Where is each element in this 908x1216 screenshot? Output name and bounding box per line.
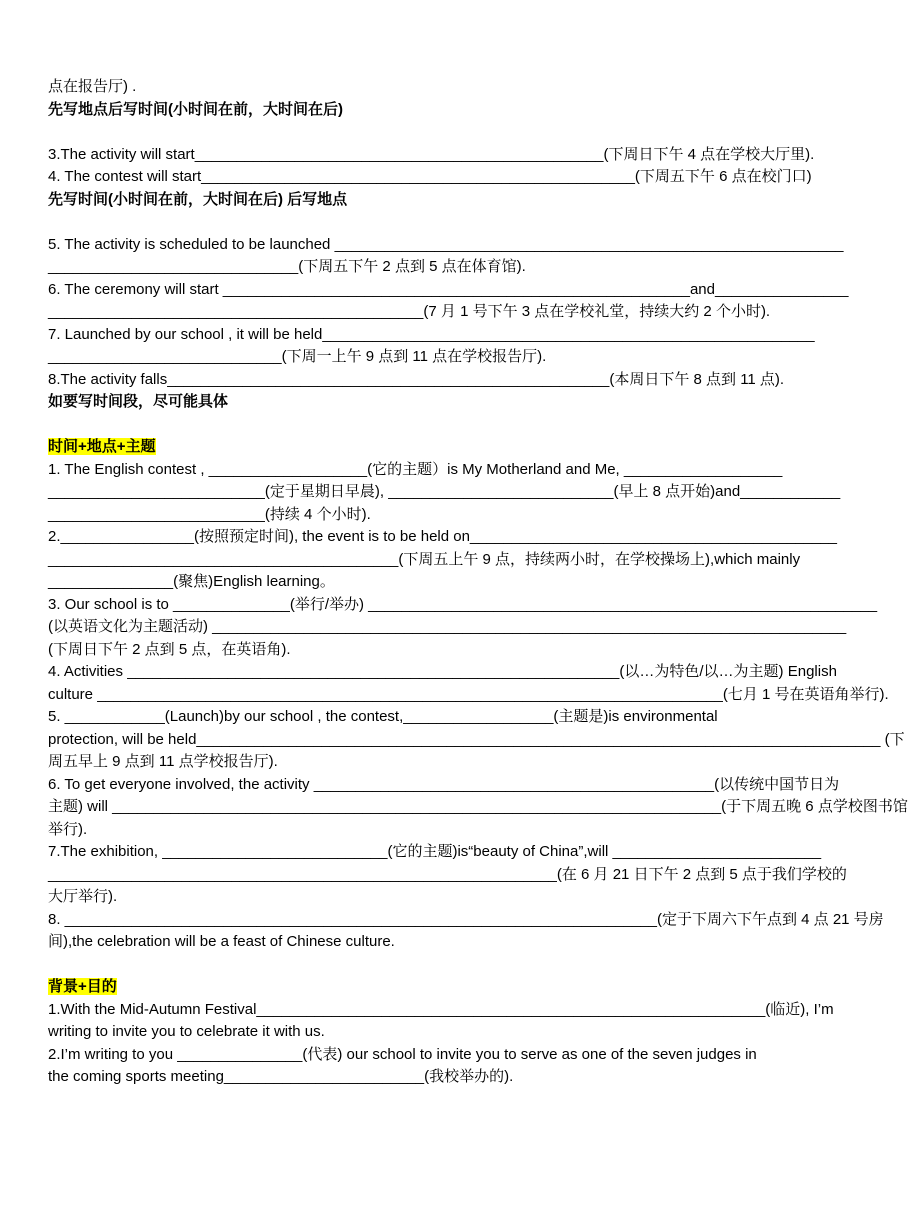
exercise-line: 7. Launched by our school , it will be held___________________________________________________________ — [48, 325, 815, 343]
exercise-line: 5. ____________(Launch)by our school , the contest,__________________(主题是)is environmental — [48, 708, 718, 725]
exercise-line: writing to invite you to celebrate it with us. — [48, 1023, 325, 1040]
exercise-line: 5. The activity is scheduled to be launched _____________________________________________________________ — [48, 235, 844, 253]
text-line: 点在报告厅) . — [48, 78, 137, 95]
rule-heading: 先写地点后写时间(小时间在前，大时间在后) — [48, 100, 343, 118]
exercise-line: __________________________(定于星期日早晨), ___________________________(早上 8 点开始)and____________ — [48, 483, 841, 500]
exercise-line: _____________________________________________________________(在 6 月 21 日下午 2 点到 5 点于我们学校的 — [48, 865, 847, 883]
section-heading-line — [48, 436, 808, 459]
section-heading-time-place-theme: 时间+地点+主题 — [48, 438, 156, 455]
exercise-line: __________________________________________(下周五上午 9 点，持续两小时，在学校操场上),which mainly — [48, 550, 801, 568]
blank-line — [48, 414, 808, 437]
exercise-line: ____________________________(下周一上午 9 点到 11 点在学校报告厅). — [48, 348, 547, 365]
exercise-line: 2.I’m writing to you _______________(代表) our school to invite you to serve as one of the seven judges in — [48, 1045, 757, 1063]
exercise-line: (以英语文化为主题活动) ____________________________________________________________________________ — [48, 618, 847, 635]
rule-heading: 如要写时间段，尽可能具体 — [48, 393, 229, 410]
exercise-line: 7.The exhibition, ___________________________(它的主题)is“beauty of China”,will _________________________ — [48, 843, 822, 860]
exercise-line: 6. To get everyone involved, the activity ________________________________________________(以传统中国节日为 — [48, 775, 840, 793]
blank-line — [48, 954, 808, 977]
exercise-line: _______________(聚焦)English learning。 — [48, 573, 335, 590]
exercise-line: 3.The activity will start_________________________________________________(下周日下午 4 点在学校大厅里). — [48, 145, 815, 163]
exercise-line: 2.________________(按照预定时间), the event is to be held on____________________________________________ — [48, 528, 837, 545]
exercise-line: 间),the celebration will be a feast of Chinese culture. — [48, 933, 395, 950]
exercise-line: (下周日下午 2 点到 5 点，在英语角). — [48, 640, 291, 658]
section-heading-background-purpose: 背景+目的 — [48, 978, 117, 995]
exercise-line: 举行). — [48, 820, 88, 838]
exercise-line: ______________________________(下周五下午 2 点到 5 点在体育馆). — [48, 258, 526, 275]
exercise-line: 4. The contest will start____________________________________________________(下周五下午 6 点在校门口) — [48, 168, 812, 185]
exercise-line: 8. _______________________________________________________________________(定于下周六下午点到 4 点 21 号房 — [48, 910, 884, 928]
exercise-line: 周五早上 9 点到 11 点学校报告厅). — [48, 753, 278, 770]
exercise-line: 8.The activity falls_____________________________________________________(本周日下午 8 点到 11 点). — [48, 370, 785, 388]
exercise-line: culture ___________________________________________________________________________(七月 1 号在英语角举行). — [48, 685, 889, 703]
blank-line — [48, 211, 808, 234]
exercise-line: 1.With the Mid-Autumn Festival_____________________________________________________________(临近), I’m — [48, 1000, 834, 1018]
exercise-line: _____________________________________________(7 月 1 号下午 3 点在学校礼堂，持续大约 2 个小时). — [48, 303, 771, 320]
exercise-line: 主题) will _________________________________________________________________________(于下周五晚 6 点学校图书馆 — [48, 798, 908, 815]
exercise-line: 1. The English contest , ___________________(它的主题）is My Motherland and Me, ___________________ — [48, 460, 783, 478]
rule-heading: 先写时间(小时间在前，大时间在后) 后写地点 — [48, 190, 348, 208]
exercise-line: protection, will be held__________________________________________________________________________________ (下 — [48, 730, 905, 748]
section-heading-line — [48, 976, 808, 999]
blank-line — [48, 121, 808, 144]
worksheet-body — [48, 76, 908, 1089]
exercise-line: 6. The ceremony will start ________________________________________________________and________________ — [48, 280, 849, 298]
exercise-line: 大厅举行). — [48, 888, 118, 905]
exercise-line: 3. Our school is to ______________(举行/举办) _____________________________________________________________ — [48, 595, 878, 613]
exercise-line: __________________________(持续 4 个小时). — [48, 505, 371, 523]
exercise-line: 4. Activities ___________________________________________________________(以…为特色/以…为主题) English — [48, 663, 837, 680]
exercise-line: the coming sports meeting________________________(我校举办的). — [48, 1068, 514, 1085]
